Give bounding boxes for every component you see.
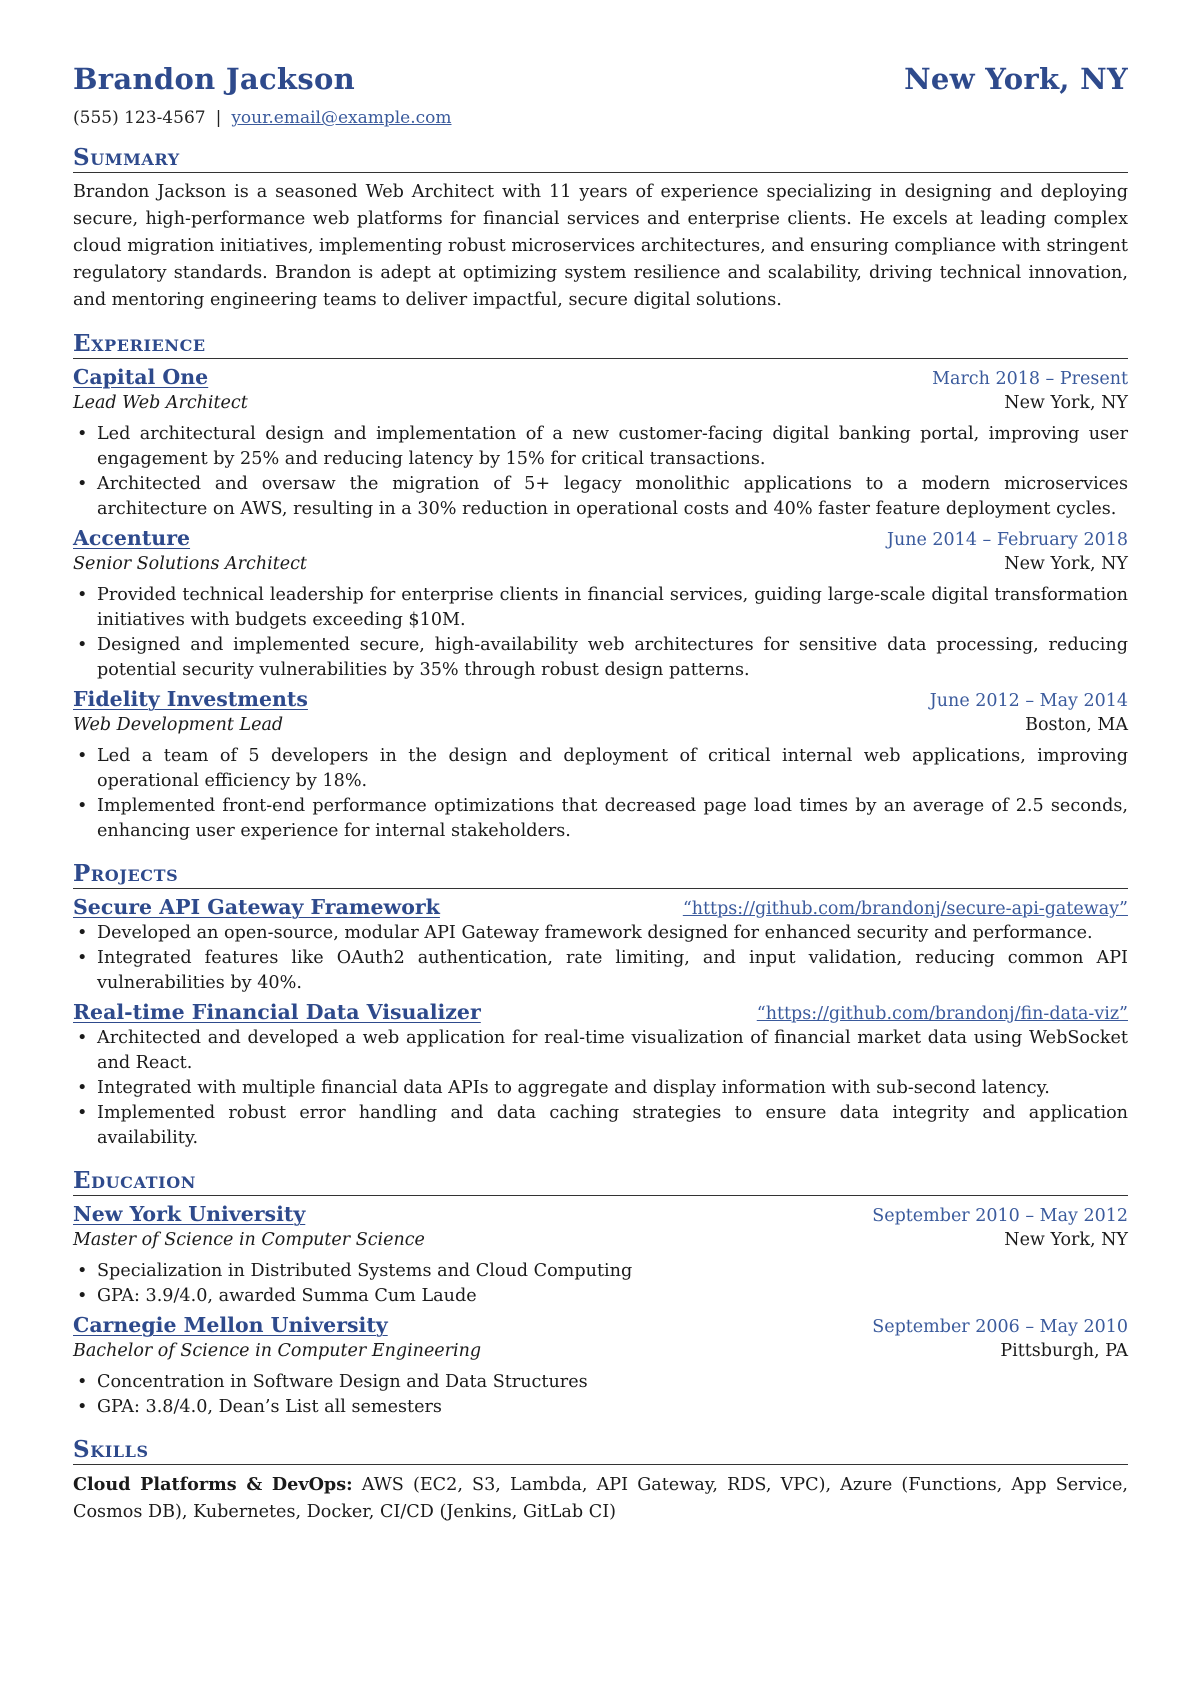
contact-separator: | [215, 108, 222, 128]
employment-dates: March 2018 – Present [932, 369, 1128, 389]
list-item: • Architected and oversaw the migration of 5+ legacy monolithic applications to a modern microservices architecture on AWS, resulting in a 30% reduction in operational costs and 40% faster feature deployment cycles. [97, 472, 1128, 522]
school-link[interactable]: Carnegie Mellon University [73, 1313, 388, 1337]
list-item: • Led a team of 5 developers in the design and deployment of critical internal web applications, improving operational efficiency by 18%. [97, 744, 1128, 794]
project-name-link[interactable]: Real-time Financial Data Visualizer [73, 1000, 481, 1024]
experience-entry [73, 365, 1128, 522]
section-title-education: Education [73, 1167, 1128, 1196]
education-entry [73, 1202, 1128, 1309]
project-entry [73, 895, 1128, 996]
list-item: • Implemented robust error handling and data caching strategies to ensure data integrity and application availability. [97, 1101, 1128, 1151]
employment-dates: June 2014 – February 2018 [886, 530, 1128, 550]
school-link[interactable]: New York University [73, 1202, 306, 1226]
section-title-skills: Skills [73, 1436, 1128, 1465]
education-bullet-list [73, 1370, 1128, 1420]
project-entry [73, 1000, 1128, 1151]
experience-entry [73, 526, 1128, 683]
candidate-location: New York, NY [904, 62, 1128, 96]
achievement-list [73, 422, 1128, 522]
achievement-list [73, 583, 1128, 683]
job-title: Senior Solutions Architect [73, 554, 307, 574]
project-bullet-list [73, 921, 1128, 996]
skills-category-label: Cloud Platforms & DevOps: [73, 1474, 353, 1495]
list-item: • Concentration in Software Design and Data Structures [97, 1370, 1128, 1395]
employer-link[interactable]: Fidelity Investments [73, 687, 308, 711]
list-item: • Implemented front-end performance optimizations that decreased page load times by an average of 2.5 seconds, enhancing user experience for internal stakeholders. [97, 794, 1128, 844]
email-link[interactable]: your.email@example.com [231, 108, 452, 128]
summary-text: Brandon Jackson is a seasoned Web Architect with 11 years of experience specializing in designing and deploying secure, high-performance web platforms for financial services and enterprise clients. He excels at leading complex cloud migration initiatives, implementing robust microservices architectures, and ensuring compliance with stringent regulatory standards. Brandon is adept at optimizing system resilience and scalability, driving technical innovation, and mentoring engineering teams to deliver impactful, secure digital solutions. [73, 182, 1128, 310]
education-bullet-list [73, 1259, 1128, 1309]
list-item: • Led architectural design and implementation of a new customer-facing digital banking portal, improving user engagement by 25% and reducing latency by 15% for critical transactions. [97, 422, 1128, 472]
study-dates: September 2006 – May 2010 [872, 1317, 1128, 1337]
job-title: Web Development Lead [73, 715, 284, 735]
project-repo-link[interactable]: “https://github.com/brandonj/secure-api-gateway” [682, 899, 1128, 919]
experience-entry [73, 687, 1128, 844]
job-location: Boston, MA [1025, 715, 1128, 735]
skills-list: AWS (EC2, S3, Lambda, API Gateway, RDS, VPC), Azure (Functions, App Service, Cosmos DB), Kubernetes, Docker, CI/CD (Jenkins, GitLab CI) [73, 1475, 1128, 1522]
list-item: • Architected and developed a web application for real-time visualization of financial market data using WebSocket and React. [97, 1026, 1128, 1076]
section-title-summary: Summary [73, 144, 1128, 173]
project-bullet-list [73, 1026, 1128, 1151]
job-location: New York, NY [1004, 554, 1128, 574]
list-item: • Specialization in Distributed Systems and Cloud Computing [97, 1259, 1128, 1284]
section-title-experience: Experience [73, 330, 1128, 359]
list-item: • GPA: 3.8/4.0, Dean’s List all semesters [97, 1395, 1128, 1420]
project-repo-link[interactable]: “https://github.com/brandonj/fin-data-viz” [756, 1004, 1128, 1024]
school-location: Pittsburgh, PA [1000, 1341, 1128, 1361]
achievement-list [73, 744, 1128, 844]
list-item: • Integrated with multiple financial data APIs to aggregate and display information with sub-second latency. [97, 1076, 1128, 1101]
employer-link[interactable]: Accenture [73, 526, 191, 550]
degree-title: Master of Science in Computer Science [73, 1230, 425, 1250]
list-item: • GPA: 3.9/4.0, awarded Summa Cum Laude [97, 1284, 1128, 1309]
job-title: Lead Web Architect [73, 393, 248, 413]
candidate-name: Brandon Jackson [73, 62, 355, 96]
project-name-link[interactable]: Secure API Gateway Framework [73, 895, 440, 919]
study-dates: September 2010 – May 2012 [872, 1206, 1128, 1226]
list-item: • Provided technical leadership for enterprise clients in financial services, guiding large-scale digital transformation initiatives with budgets exceeding $10M. [97, 583, 1128, 633]
employer-link[interactable]: Capital One [73, 365, 209, 389]
phone-number: (555) 123-4567 [73, 108, 206, 128]
contact-line [73, 108, 1128, 128]
list-item: • Developed an open-source, modular API Gateway framework designed for enhanced security and performance. [97, 921, 1128, 946]
resume-header [73, 62, 1128, 96]
list-item: • Designed and implemented secure, high-availability web architectures for sensitive data processing, reducing potential security vulnerabilities by 35% through robust design patterns. [97, 633, 1128, 683]
education-entry [73, 1313, 1128, 1420]
degree-title: Bachelor of Science in Computer Engineering [73, 1341, 482, 1361]
school-location: New York, NY [1004, 1230, 1128, 1250]
list-item: • Integrated features like OAuth2 authentication, rate limiting, and input validation, reducing common API vulnerabilities by 40%. [97, 946, 1128, 996]
employment-dates: June 2012 – May 2014 [929, 691, 1128, 711]
section-title-projects: Projects [73, 860, 1128, 889]
job-location: New York, NY [1004, 393, 1128, 413]
skills-line [73, 1471, 1128, 1526]
